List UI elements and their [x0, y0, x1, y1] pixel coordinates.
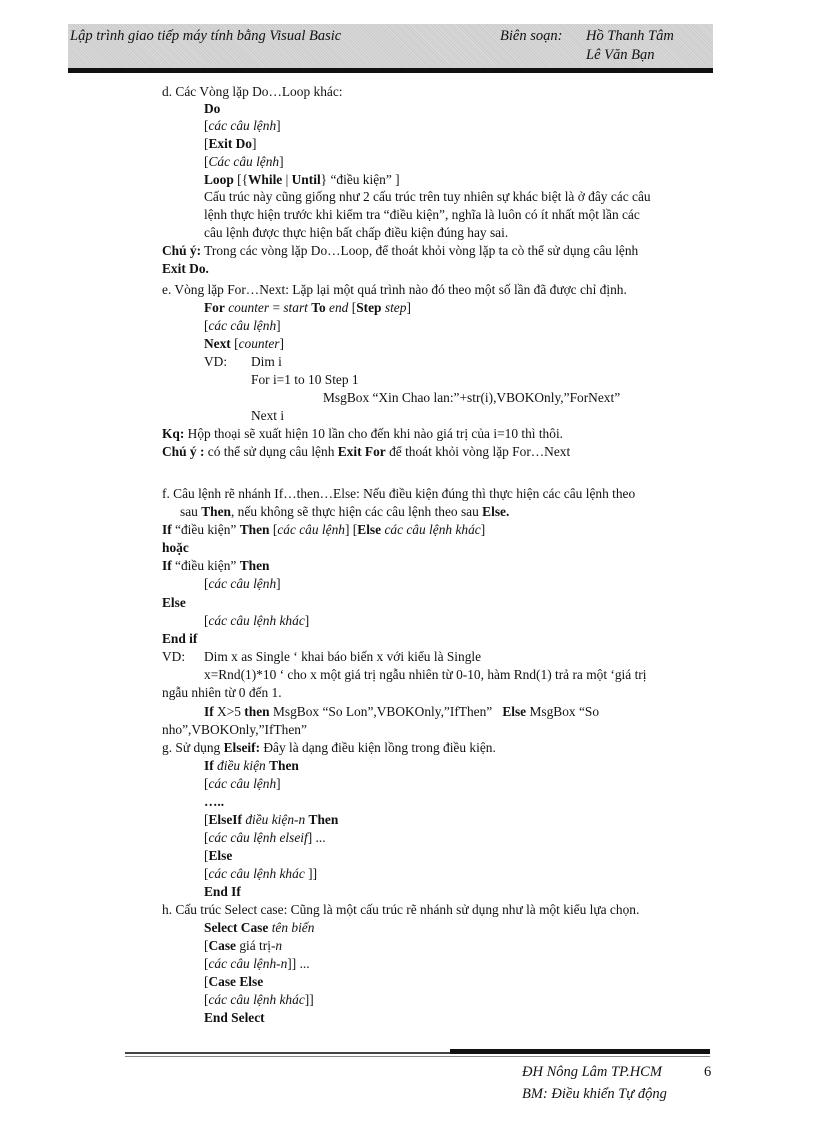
example-label: VD:	[204, 354, 228, 369]
header-title: Lập trình giao tiếp máy tính bằng Visual Basic	[70, 28, 342, 44]
section-f-title-cont: sau Then, nếu không sẽ thực hiện các câu lệnh theo sau Else.	[180, 504, 510, 519]
header-author-2: Lê Văn Bạn	[586, 47, 655, 63]
section-f-title: f. Câu lệnh rẽ nhánh If…then…Else: Nếu điều kiện đúng thì thực hiện các câu lệnh theo	[162, 486, 636, 501]
code-stmt: [các câu lệnh-n]] ...	[204, 956, 310, 971]
note-exit-do: Exit Do.	[162, 261, 209, 276]
code-exit-do: [Exit Do]	[204, 136, 257, 151]
code-stmt-other: [các câu lệnh khác]	[204, 613, 310, 628]
code-dots: …..	[204, 794, 225, 809]
note-line: Chú ý: Trong các vòng lặp Do…Loop, để thoát khỏi vòng lặp ta cò thể sử dụng câu lệnh	[162, 243, 639, 258]
code-if: If “điều kiện” Then	[162, 558, 270, 573]
header-author-label: Biên soạn:	[500, 28, 563, 44]
page-header	[68, 24, 713, 68]
code-if-example: If X>5 then MsgBox “So Lon”,VBOKOnly,”IfThen” Else MsgBox “So	[204, 704, 600, 719]
code-stmt-elseif: [các câu lệnh elseif] ...	[204, 830, 326, 845]
code-select-case: Select Case tên biến	[204, 920, 315, 935]
code-next: Next [counter]	[204, 336, 284, 351]
code-if-inline: If “điều kiện” Then [các câu lệnh] [Else các câu lệnh khác]	[162, 522, 486, 537]
code-stmt: [các câu lệnh]	[204, 118, 281, 133]
section-e-title: e. Vòng lặp For…Next: Lặp lại một quá trình nào đó theo một số lần đã được chỉ định.	[162, 282, 627, 297]
code-msgbox: MsgBox “Xin Chao lan:”+str(i),VBOKOnly,”ForNext”	[323, 390, 621, 405]
footer-rule-thin	[125, 1056, 710, 1057]
code-case-else: [Case Else	[204, 974, 264, 989]
footer-dept: BM: Điều khiển Tự động	[522, 1086, 667, 1102]
code-elseif: [ElseIf điều kiện-n Then	[204, 812, 339, 827]
section-h-title: h. Cấu trúc Select case: Cũng là một cấu trúc rẽ nhánh sử dụng như là một kiểu lựa chọn.	[162, 902, 640, 917]
code-rnd: x=Rnd(1)*10 ‘ cho x một giá trị ngẫu nhiên từ 0-10, hàm Rnd(1) trả ra một ‘giá trị	[204, 667, 647, 682]
result-line: Kq: Hộp thoại sẽ xuất hiện 10 lần cho đến khi nào giá trị của i=10 thì thôi.	[162, 426, 564, 441]
example-label: VD:	[162, 649, 186, 664]
code-else: Else	[162, 595, 186, 610]
code-stmt: [các câu lệnh]	[204, 318, 281, 333]
paragraph-line: Cấu trúc này cũng giống như 2 cấu trúc trên tuy nhiên sự khác biệt là ở đây các câu	[204, 189, 651, 204]
section-g-title: g. Sử dụng Elseif: Đây là dạng điều kiện lồng trong điều kiện.	[162, 740, 496, 755]
code-case: [Case giá trị-n	[204, 938, 283, 953]
code-stmt: [các câu lệnh]	[204, 776, 281, 791]
code-loop: Loop [{While | Until} “điều kiện” ]	[204, 172, 400, 187]
code-stmt: [các câu lệnh]	[204, 576, 281, 591]
code-for: For counter = start To end [Step step]	[204, 300, 411, 315]
section-d-title: d. Các Vòng lặp Do…Loop khác:	[162, 84, 343, 99]
code-next-i: Next i	[251, 408, 285, 423]
paragraph-line: lệnh thực hiện trước khi kiểm tra “điều kiện”, nghĩa là luôn có ít nhất một lần các	[204, 207, 640, 222]
paragraph-line: câu lệnh được thực hiện bất chấp điều kiện đúng hay sai.	[204, 225, 509, 240]
header-author-1: Hồ Thanh Tâm	[586, 28, 674, 44]
page-number: 6	[704, 1064, 712, 1080]
code-dim: Dim x as Single ‘ khai báo biến x với kiểu là Single	[204, 649, 482, 664]
footer-org: ĐH Nông Lâm TP.HCM	[522, 1064, 662, 1080]
code-stmt-other: [các câu lệnh khác]]	[204, 992, 314, 1007]
code-end-select: End Select	[204, 1010, 265, 1025]
code-rnd-cont: ngẫu nhiên từ 0 đến 1.	[162, 685, 282, 700]
code-stmt-other: [các câu lệnh khác ]]	[204, 866, 318, 881]
code-do: Do	[204, 101, 221, 116]
footer-rule-thick	[450, 1049, 710, 1054]
code-end-if: End if	[162, 631, 198, 646]
code-or: hoặc	[162, 540, 189, 555]
code-for-line: For i=1 to 10 Step 1	[251, 372, 359, 387]
note-line: Chú ý : có thể sử dụng câu lệnh Exit For để thoát khỏi vòng lặp For…Next	[162, 444, 571, 459]
code-if: If điều kiện Then	[204, 758, 299, 773]
code-else: [Else	[204, 848, 233, 863]
code-dim: Dim i	[251, 354, 282, 369]
code-stmt-2: [Các câu lệnh]	[204, 154, 284, 169]
code-end-if: End If	[204, 884, 241, 899]
header-rule	[68, 68, 713, 73]
code-if-example-cont: nho”,VBOKOnly,”IfThen”	[162, 722, 307, 737]
